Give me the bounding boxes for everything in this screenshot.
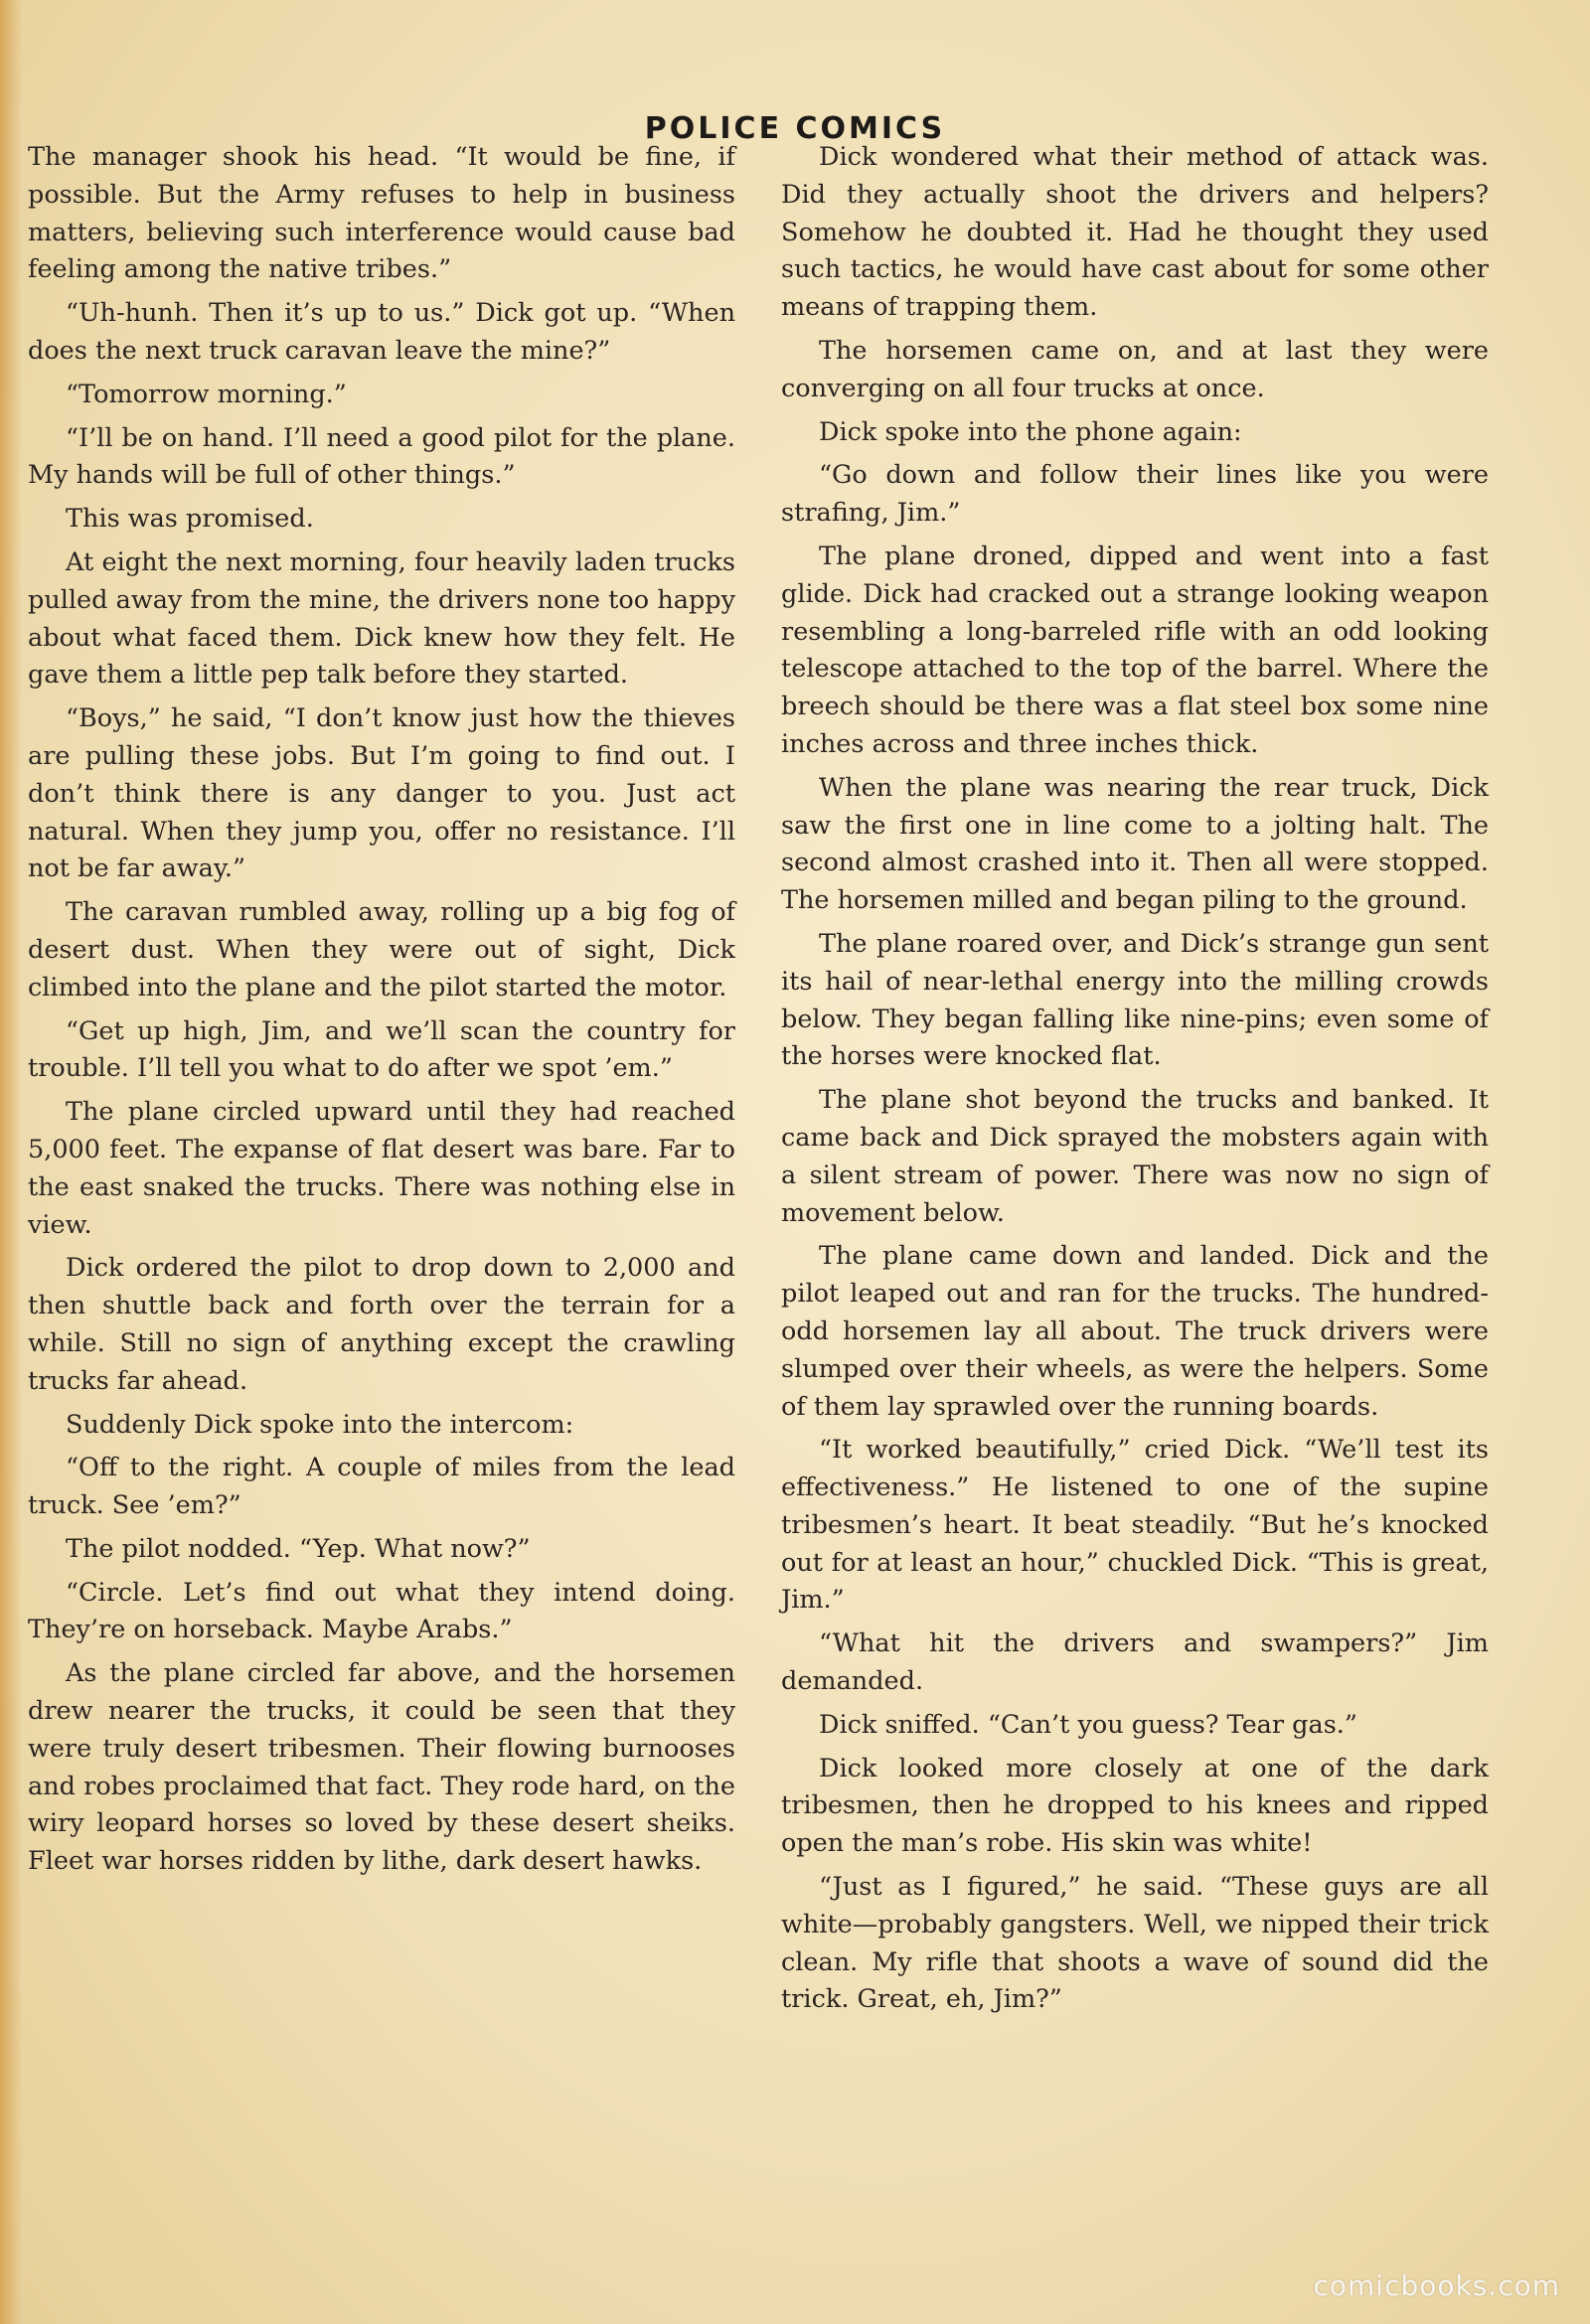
paragraph: “What hit the drivers and swampers?” Jim demanded. [781, 1628, 1489, 1697]
paragraph: The manager shook his head. “It would be fine, if possible. But the Army refuses to help in business matters, believing such interference would cause bad feeling among the native tribes.” [28, 142, 735, 285]
paragraph: The plane shot beyond the trucks and banked. It came back and Dick sprayed the mobsters again with a silent stream of power. There was now no sign of movement below. [781, 1085, 1489, 1228]
page-edge-stain [0, 0, 22, 2324]
paragraph: “Circle. Let’s find out what they intend doing. They’re on horseback. Maybe Arabs.” [28, 1577, 735, 1645]
paragraph: The plane came down and landed. Dick and the pilot leaped out and ran for the trucks. The hundred-odd horsemen lay all about. The truck drivers were slumped over their wheels, as were the helpers. Some of them lay sprawled over the running boards. [781, 1241, 1489, 1422]
paragraph: “It worked beautifully,” cried Dick. “We’ll test its effectiveness.” He listened to one of the supine tribesmen’s heart. It beat steadily. “But he’s knocked out for at least an hour,” chuckled Dick. “This is great, Jim.” [781, 1435, 1489, 1616]
paragraph: Dick looked more closely at one of the dark tribesmen, then he dropped to his knees and ripped open the man’s robe. His skin was white! [781, 1753, 1489, 1859]
paragraph: The plane roared over, and Dick’s strange gun sent its hail of near-lethal energy into the milling crowds below. They began falling like nine-pins; even some of the horses were knocked flat. [781, 928, 1489, 1072]
right-column [781, 139, 1489, 2025]
paragraph: “Uh-hunh. Then it’s up to us.” Dick got up. “When does the next truck caravan leave the mine?” [28, 298, 735, 366]
paragraph: “Just as I figured,” he said. “These guys are all white—probably gangsters. Well, we nipped their trick clean. My rifle that shoots a wave of sound did the trick. Great, eh, Jim?” [781, 1872, 1489, 2015]
page-header: POLICE COMICS [644, 111, 946, 146]
paragraph: The horsemen came on, and at last they were converging on all four trucks at once. [781, 335, 1489, 403]
paragraph: “I’ll be on hand. I’ll need a good pilot for the plane. My hands will be full of other things.” [28, 422, 735, 491]
paragraph: “Tomorrow morning.” [66, 379, 347, 409]
paragraph: As the plane circled far above, and the horsemen drew nearer the trucks, it could be seen that they were truly desert tribesmen. Their flowing burnooses and robes proclaimed that fact. They rode hard, on the wiry leopard horses so loved by these desert sheiks. Fleet war horses ridden by lithe, dark desert hawks. [28, 1658, 735, 1877]
paragraph: The plane circled upward until they had reached 5,000 feet. The expanse of flat desert was bare. Far to the east snaked the trucks. There was nothing else in view. [28, 1097, 735, 1240]
paragraph: Dick wondered what their method of attack was. Did they actually shoot the drivers and helpers? Somehow he doubted it. Had he thought they used such tactics, he would have cast about for some other means of trapping them. [781, 142, 1489, 323]
paragraph: When the plane was nearing the rear truck, Dick saw the first one in line come to a jolting halt. The second almost crashed into it. Then all were stopped. The horsemen milled and began piling to the ground. [781, 772, 1489, 916]
paragraph: Suddenly Dick spoke into the intercom: [66, 1409, 574, 1440]
paragraph: Dick ordered the pilot to drop down to 2,000 and then shuttle back and forth over the terrain for a while. Still no sign of anything except the crawling trucks far ahead. [28, 1253, 735, 1396]
paragraph: The caravan rumbled away, rolling up a big fog of desert dust. When they were out of sight, Dick climbed into the plane and the pilot started the motor. [28, 897, 735, 1003]
left-column [28, 139, 735, 1887]
paragraph: The pilot nodded. “Yep. What now?” [66, 1533, 531, 1564]
watermark: comicbooks.com [1313, 2269, 1560, 2302]
paragraph: The plane droned, dipped and went into a fast glide. Dick had cracked out a strange looking weapon resembling a long-barreled rifle with an odd looking telescope attached to the top of the barrel. Where the breech should be there was a flat steel box some nine inches across and three inches thick. [781, 541, 1489, 759]
paragraph: Dick spoke into the phone again: [819, 416, 1242, 447]
paragraph: At eight the next morning, four heavily laden trucks pulled away from the mine, the drivers none too happy about what faced them. Dick knew how they felt. He gave them a little pep talk before they started. [28, 546, 735, 691]
paragraph: “Boys,” he said, “I don’t know just how the thieves are pulling these jobs. But I’m going to find out. I don’t think there is any danger to you. Just act natural. When they jump you, offer no resistance. I’ll not be far away.” [28, 703, 735, 884]
paragraph: “Go down and follow their lines like you were strafing, Jim.” [781, 460, 1489, 529]
paragraph: Dick sniffed. “Can’t you guess? Tear gas.” [819, 1709, 1357, 1740]
paragraph: This was promised. [66, 504, 314, 535]
paragraph: “Off to the right. A couple of miles from the lead truck. See ’em?” [28, 1453, 735, 1521]
paragraph: “Get up high, Jim, and we’ll scan the country for trouble. I’ll tell you what to do after we spot ’em.” [28, 1015, 735, 1084]
